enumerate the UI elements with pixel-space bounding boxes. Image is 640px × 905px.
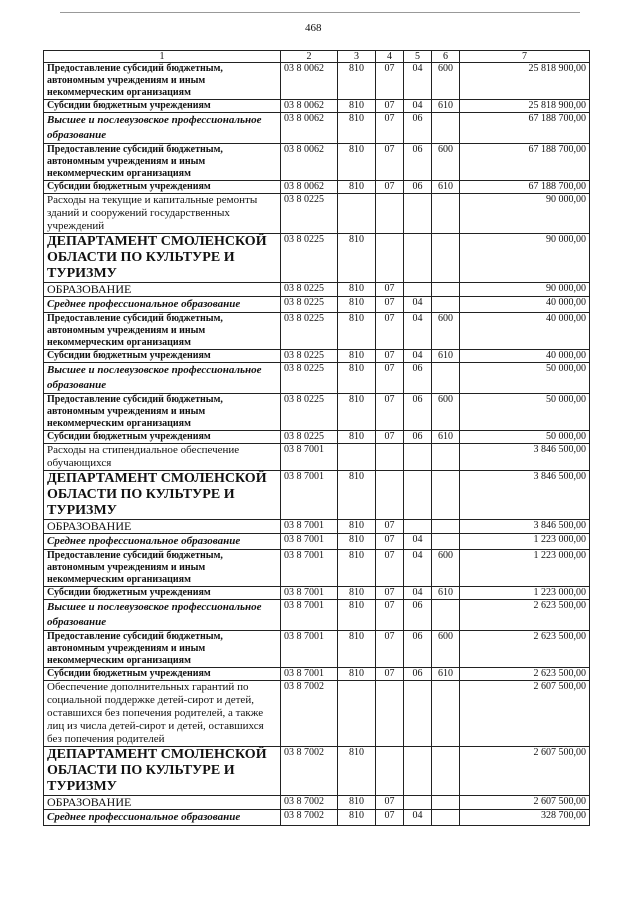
row-name: Субсидии бюджетным учреждениям <box>44 587 281 600</box>
row-name: Среднее профессиональное образование <box>44 810 281 826</box>
row-grbs: 810 <box>338 234 376 283</box>
row-subsection: 06 <box>404 181 432 194</box>
row-grbs: 810 <box>338 313 376 350</box>
row-name: Субсидии бюджетным учреждениям <box>44 350 281 363</box>
row-section <box>376 234 404 283</box>
row-name: Предоставление субсидий бюджетным, автономным учреждениям и иным некоммерческим организациям <box>44 394 281 431</box>
row-code: 03 8 0225 <box>281 350 338 363</box>
row-expense-type <box>432 796 460 810</box>
table-row <box>44 471 590 520</box>
row-expense-type: 600 <box>432 550 460 587</box>
row-grbs: 810 <box>338 63 376 100</box>
row-grbs: 810 <box>338 534 376 550</box>
table-row <box>44 113 590 144</box>
row-code: 03 8 7001 <box>281 587 338 600</box>
table-row <box>44 431 590 444</box>
row-section <box>376 444 404 471</box>
row-name: Расходы на текущие и капитальные ремонты зданий и сооружений государственных учреждений <box>44 194 281 234</box>
header-cell: 2 <box>281 51 338 63</box>
table-row <box>44 283 590 297</box>
row-subsection: 04 <box>404 587 432 600</box>
row-code: 03 8 7001 <box>281 550 338 587</box>
row-code: 03 8 0225 <box>281 431 338 444</box>
row-grbs: 810 <box>338 587 376 600</box>
row-subsection: 04 <box>404 810 432 826</box>
row-subsection: 06 <box>404 113 432 144</box>
row-subsection <box>404 283 432 297</box>
top-rule <box>60 12 580 13</box>
row-amount: 67 188 700,00 <box>460 113 590 144</box>
row-section: 07 <box>376 394 404 431</box>
row-grbs: 810 <box>338 181 376 194</box>
row-expense-type: 600 <box>432 631 460 668</box>
row-section <box>376 747 404 796</box>
row-section: 07 <box>376 600 404 631</box>
row-subsection: 06 <box>404 600 432 631</box>
row-subsection: 06 <box>404 631 432 668</box>
row-subsection <box>404 747 432 796</box>
row-amount: 2 607 500,00 <box>460 747 590 796</box>
row-amount: 50 000,00 <box>460 363 590 394</box>
row-amount: 90 000,00 <box>460 283 590 297</box>
row-grbs: 810 <box>338 668 376 681</box>
row-expense-type: 610 <box>432 100 460 113</box>
row-expense-type: 610 <box>432 181 460 194</box>
header-cell: 3 <box>338 51 376 63</box>
row-section: 07 <box>376 350 404 363</box>
row-grbs: 810 <box>338 363 376 394</box>
row-section: 07 <box>376 181 404 194</box>
row-expense-type <box>432 681 460 747</box>
row-name: Предоставление субсидий бюджетным, автономным учреждениям и иным некоммерческим организациям <box>44 550 281 587</box>
row-name: Обеспечение дополнительных гарантий по социальной поддержке детей-сирот и детей, оставшихся без попечения родителей, а также лиц из числа детей-сирот и детей, оставшихся без попечения родителей <box>44 681 281 747</box>
row-expense-type <box>432 520 460 534</box>
row-amount: 67 188 700,00 <box>460 181 590 194</box>
row-expense-type <box>432 534 460 550</box>
row-grbs: 810 <box>338 297 376 313</box>
row-amount: 2 623 500,00 <box>460 600 590 631</box>
row-section: 07 <box>376 587 404 600</box>
row-expense-type <box>432 600 460 631</box>
row-amount: 90 000,00 <box>460 194 590 234</box>
header-cell: 5 <box>404 51 432 63</box>
row-code: 03 8 0062 <box>281 100 338 113</box>
row-name: Предоставление субсидий бюджетным, автономным учреждениям и иным некоммерческим организациям <box>44 631 281 668</box>
row-amount: 1 223 000,00 <box>460 587 590 600</box>
row-expense-type <box>432 113 460 144</box>
row-subsection <box>404 471 432 520</box>
row-name: ДЕПАРТАМЕНТ СМОЛЕНСКОЙ ОБЛАСТИ ПО КУЛЬТУРЕ И ТУРИЗМУ <box>44 747 281 796</box>
row-grbs: 810 <box>338 747 376 796</box>
row-code: 03 8 7002 <box>281 810 338 826</box>
row-name: Субсидии бюджетным учреждениям <box>44 100 281 113</box>
row-grbs: 810 <box>338 283 376 297</box>
header-cell: 7 <box>460 51 590 63</box>
row-section: 07 <box>376 796 404 810</box>
row-section: 07 <box>376 534 404 550</box>
row-code: 03 8 0225 <box>281 297 338 313</box>
row-expense-type <box>432 194 460 234</box>
row-code: 03 8 7001 <box>281 444 338 471</box>
row-code: 03 8 7001 <box>281 471 338 520</box>
row-subsection <box>404 796 432 810</box>
row-name: Среднее профессиональное образование <box>44 297 281 313</box>
row-amount: 2 623 500,00 <box>460 631 590 668</box>
row-amount: 2 607 500,00 <box>460 796 590 810</box>
row-amount: 90 000,00 <box>460 234 590 283</box>
table-row <box>44 194 590 234</box>
row-name: Высшее и послевузовское профессиональное образование <box>44 113 281 144</box>
row-subsection <box>404 520 432 534</box>
table-row <box>44 631 590 668</box>
row-name: Субсидии бюджетным учреждениям <box>44 181 281 194</box>
table-row <box>44 100 590 113</box>
row-grbs <box>338 681 376 747</box>
row-section: 07 <box>376 144 404 181</box>
row-section: 07 <box>376 297 404 313</box>
row-code: 03 8 7001 <box>281 534 338 550</box>
table-row <box>44 444 590 471</box>
table-row <box>44 297 590 313</box>
row-amount: 67 188 700,00 <box>460 144 590 181</box>
row-grbs: 810 <box>338 144 376 181</box>
row-grbs <box>338 444 376 471</box>
row-name: ОБРАЗОВАНИЕ <box>44 520 281 534</box>
row-grbs <box>338 194 376 234</box>
row-name: Высшее и послевузовское профессиональное образование <box>44 600 281 631</box>
row-subsection: 04 <box>404 534 432 550</box>
table-row <box>44 63 590 100</box>
row-name: Субсидии бюджетным учреждениям <box>44 668 281 681</box>
row-amount: 25 818 900,00 <box>460 100 590 113</box>
row-name: Высшее и послевузовское профессиональное образование <box>44 363 281 394</box>
row-name: Предоставление субсидий бюджетным, автономным учреждениям и иным некоммерческим организациям <box>44 313 281 350</box>
row-expense-type: 600 <box>432 63 460 100</box>
row-section: 07 <box>376 63 404 100</box>
row-code: 03 8 0062 <box>281 181 338 194</box>
table-row <box>44 394 590 431</box>
row-section: 07 <box>376 810 404 826</box>
row-subsection: 04 <box>404 350 432 363</box>
table-row <box>44 550 590 587</box>
header-cell: 1 <box>44 51 281 63</box>
row-expense-type <box>432 810 460 826</box>
row-grbs: 810 <box>338 631 376 668</box>
row-grbs: 810 <box>338 113 376 144</box>
row-subsection: 04 <box>404 550 432 587</box>
row-code: 03 8 7001 <box>281 668 338 681</box>
header-cell: 4 <box>376 51 404 63</box>
row-name: ДЕПАРТАМЕНТ СМОЛЕНСКОЙ ОБЛАСТИ ПО КУЛЬТУРЕ И ТУРИЗМУ <box>44 234 281 283</box>
row-name: Предоставление субсидий бюджетным, автономным учреждениям и иным некоммерческим организациям <box>44 144 281 181</box>
page-number: 468 <box>305 22 322 34</box>
row-amount: 50 000,00 <box>460 394 590 431</box>
row-amount: 328 700,00 <box>460 810 590 826</box>
row-subsection: 06 <box>404 144 432 181</box>
row-subsection: 04 <box>404 297 432 313</box>
row-section: 07 <box>376 520 404 534</box>
row-expense-type <box>432 283 460 297</box>
table-row <box>44 810 590 826</box>
table-row <box>44 181 590 194</box>
row-name: Расходы на стипендиальное обеспечение обучающихся <box>44 444 281 471</box>
row-expense-type <box>432 297 460 313</box>
table-row <box>44 600 590 631</box>
row-amount: 3 846 500,00 <box>460 520 590 534</box>
row-amount: 40 000,00 <box>460 350 590 363</box>
table-row <box>44 350 590 363</box>
row-code: 03 8 0062 <box>281 63 338 100</box>
header-row <box>44 51 590 63</box>
row-amount: 2 607 500,00 <box>460 681 590 747</box>
row-section: 07 <box>376 431 404 444</box>
row-subsection <box>404 681 432 747</box>
row-amount: 40 000,00 <box>460 297 590 313</box>
row-section: 07 <box>376 631 404 668</box>
row-expense-type: 610 <box>432 431 460 444</box>
row-grbs: 810 <box>338 471 376 520</box>
row-subsection: 04 <box>404 63 432 100</box>
row-expense-type: 610 <box>432 350 460 363</box>
table-row <box>44 681 590 747</box>
row-grbs: 810 <box>338 550 376 587</box>
row-code: 03 8 0225 <box>281 363 338 394</box>
row-amount: 3 846 500,00 <box>460 471 590 520</box>
row-expense-type: 600 <box>432 394 460 431</box>
row-section: 07 <box>376 100 404 113</box>
row-section <box>376 681 404 747</box>
row-grbs: 810 <box>338 431 376 444</box>
row-code: 03 8 0062 <box>281 113 338 144</box>
row-code: 03 8 7001 <box>281 520 338 534</box>
row-name: ДЕПАРТАМЕНТ СМОЛЕНСКОЙ ОБЛАСТИ ПО КУЛЬТУРЕ И ТУРИЗМУ <box>44 471 281 520</box>
row-section: 07 <box>376 668 404 681</box>
row-amount: 1 223 000,00 <box>460 550 590 587</box>
row-subsection: 06 <box>404 431 432 444</box>
row-grbs: 810 <box>338 520 376 534</box>
table-row <box>44 520 590 534</box>
row-subsection: 04 <box>404 313 432 350</box>
row-subsection: 06 <box>404 363 432 394</box>
row-subsection <box>404 444 432 471</box>
row-grbs: 810 <box>338 796 376 810</box>
row-subsection <box>404 234 432 283</box>
row-section: 07 <box>376 550 404 587</box>
row-name: Субсидии бюджетным учреждениям <box>44 431 281 444</box>
table-row <box>44 747 590 796</box>
row-grbs: 810 <box>338 810 376 826</box>
row-expense-type <box>432 363 460 394</box>
row-amount: 2 623 500,00 <box>460 668 590 681</box>
row-section: 07 <box>376 283 404 297</box>
row-code: 03 8 7001 <box>281 631 338 668</box>
row-code: 03 8 7001 <box>281 600 338 631</box>
row-name: Среднее профессиональное образование <box>44 534 281 550</box>
row-grbs: 810 <box>338 394 376 431</box>
row-expense-type: 600 <box>432 313 460 350</box>
row-name: ОБРАЗОВАНИЕ <box>44 796 281 810</box>
row-code: 03 8 0225 <box>281 283 338 297</box>
row-amount: 50 000,00 <box>460 431 590 444</box>
row-expense-type <box>432 747 460 796</box>
row-expense-type: 610 <box>432 668 460 681</box>
row-grbs: 810 <box>338 350 376 363</box>
row-code: 03 8 0062 <box>281 144 338 181</box>
table-row <box>44 668 590 681</box>
row-code: 03 8 7002 <box>281 796 338 810</box>
row-code: 03 8 0225 <box>281 234 338 283</box>
row-expense-type <box>432 234 460 283</box>
row-subsection: 04 <box>404 100 432 113</box>
row-section <box>376 194 404 234</box>
row-code: 03 8 0225 <box>281 394 338 431</box>
row-code: 03 8 7002 <box>281 747 338 796</box>
row-subsection <box>404 194 432 234</box>
row-amount: 1 223 000,00 <box>460 534 590 550</box>
table-row <box>44 234 590 283</box>
row-amount: 3 846 500,00 <box>460 444 590 471</box>
row-code: 03 8 7002 <box>281 681 338 747</box>
table-row <box>44 796 590 810</box>
table-row <box>44 313 590 350</box>
row-subsection: 06 <box>404 394 432 431</box>
budget-table <box>43 50 590 826</box>
row-subsection: 06 <box>404 668 432 681</box>
row-expense-type: 600 <box>432 144 460 181</box>
row-name: ОБРАЗОВАНИЕ <box>44 283 281 297</box>
row-section: 07 <box>376 363 404 394</box>
row-grbs: 810 <box>338 600 376 631</box>
table-row <box>44 587 590 600</box>
row-section: 07 <box>376 113 404 144</box>
row-code: 03 8 0225 <box>281 194 338 234</box>
row-section: 07 <box>376 313 404 350</box>
row-code: 03 8 0225 <box>281 313 338 350</box>
row-name: Предоставление субсидий бюджетным, автономным учреждениям и иным некоммерческим организациям <box>44 63 281 100</box>
row-amount: 25 818 900,00 <box>460 63 590 100</box>
table-row <box>44 534 590 550</box>
table-row <box>44 144 590 181</box>
row-grbs: 810 <box>338 100 376 113</box>
row-expense-type <box>432 471 460 520</box>
row-expense-type <box>432 444 460 471</box>
row-section <box>376 471 404 520</box>
table-row <box>44 363 590 394</box>
header-cell: 6 <box>432 51 460 63</box>
row-expense-type: 610 <box>432 587 460 600</box>
row-amount: 40 000,00 <box>460 313 590 350</box>
